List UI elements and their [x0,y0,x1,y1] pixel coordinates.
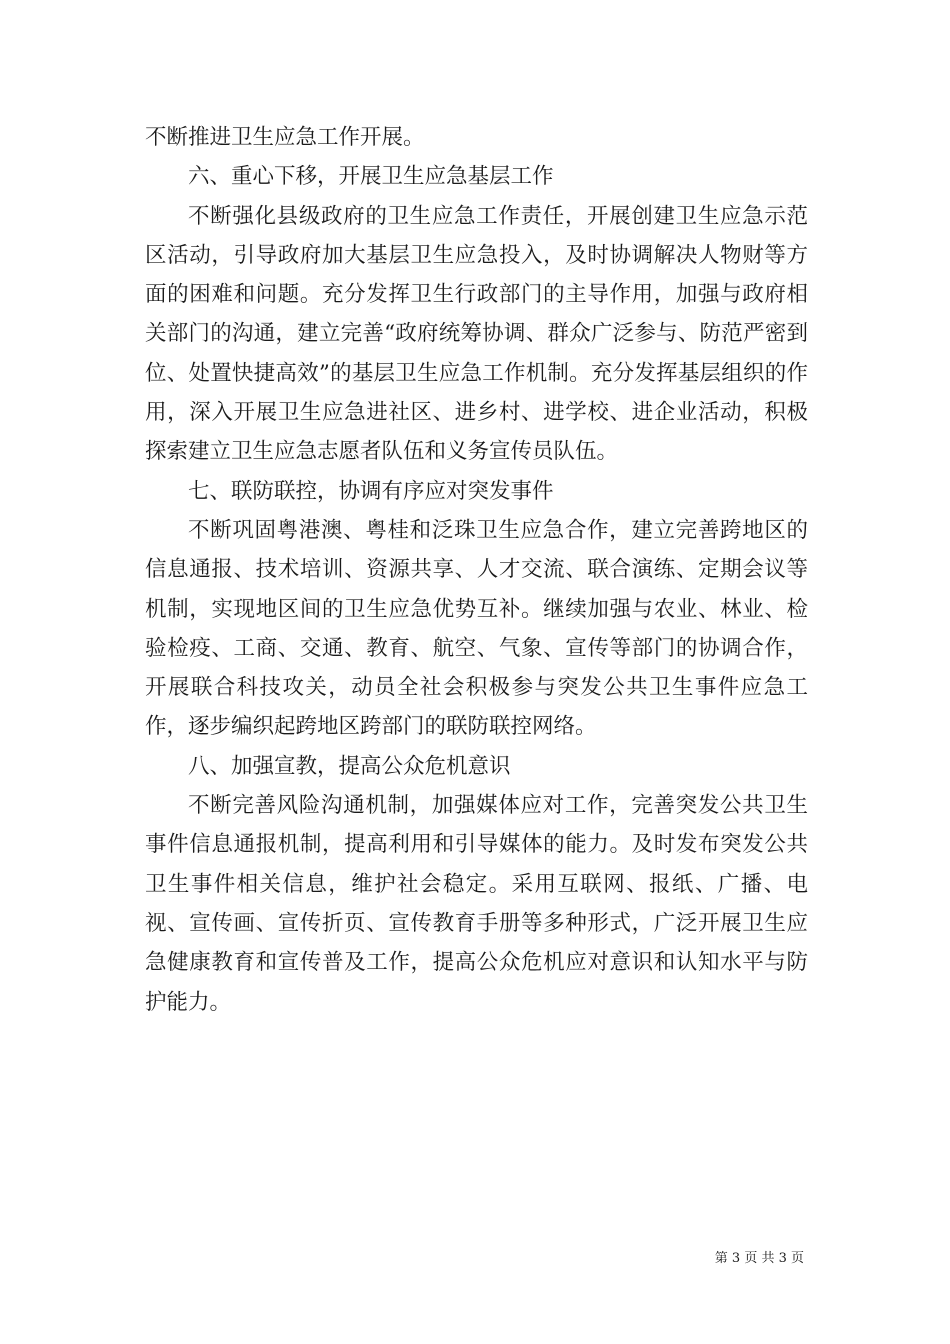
document-body [145,118,808,1022]
section-heading-7: 七、联防联控，协调有序应对突发事件 [188,478,554,504]
page-number-footer: 第 3 页 共 3 页 [714,1251,804,1266]
section-body-7: 不断巩固粤港澳、粤桂和泛珠卫生应急合作，建立完善跨地区的信息通报、技术培训、资源共享、人才交流、联合演练、定期会议等机制，实现地区间的卫生应急优势互补。继续加强与农业、林业、检验检疫、工商、交通、教育、航空、气象、宣传等部门的协调合作，开展联合科技攻关，动员全社会积极参与突发公共卫生事件应急工作，逐步编织起跨地区跨部门的联防联控网络。 [145,517,808,740]
section-body-6: 不断强化县级政府的卫生应急工作责任，开展创建卫生应急示范区活动，引导政府加大基层卫生应急投入，及时协调解决人物财等方面的困难和问题。充分发挥卫生行政部门的主导作用，加强与政府相关部门的沟通，建立完善“政府统筹协调、群众广泛参与、防范严密到位、处置快捷高效”的基层卫生应急工作机制。充分发挥基层组织的作用，深入开展卫生应急进社区、进乡村、进学校、进企业活动，积极探索建立卫生应急志愿者队伍和义务宣传员队伍。 [145,203,808,465]
section-heading-8: 八、加强宣教，提高公众危机意识 [188,753,511,779]
section-body-8: 不断完善风险沟通机制，加强媒体应对工作，完善突发公共卫生事件信息通报机制，提高利用和引导媒体的能力。及时发布突发公共卫生事件相关信息，维护社会稳定。采用互联网、报纸、广播、电视、宣传画、宣传折页、宣传教育手册等多种形式，广泛开展卫生应急健康教育和宣传普及工作，提高公众危机应对意识和认知水平与防护能力。 [145,793,808,1015]
paragraph-continuation: 不断推进卫生应急工作开展。 [145,125,425,150]
section-heading-6: 六、重心下移，开展卫生应急基层工作 [188,164,554,190]
